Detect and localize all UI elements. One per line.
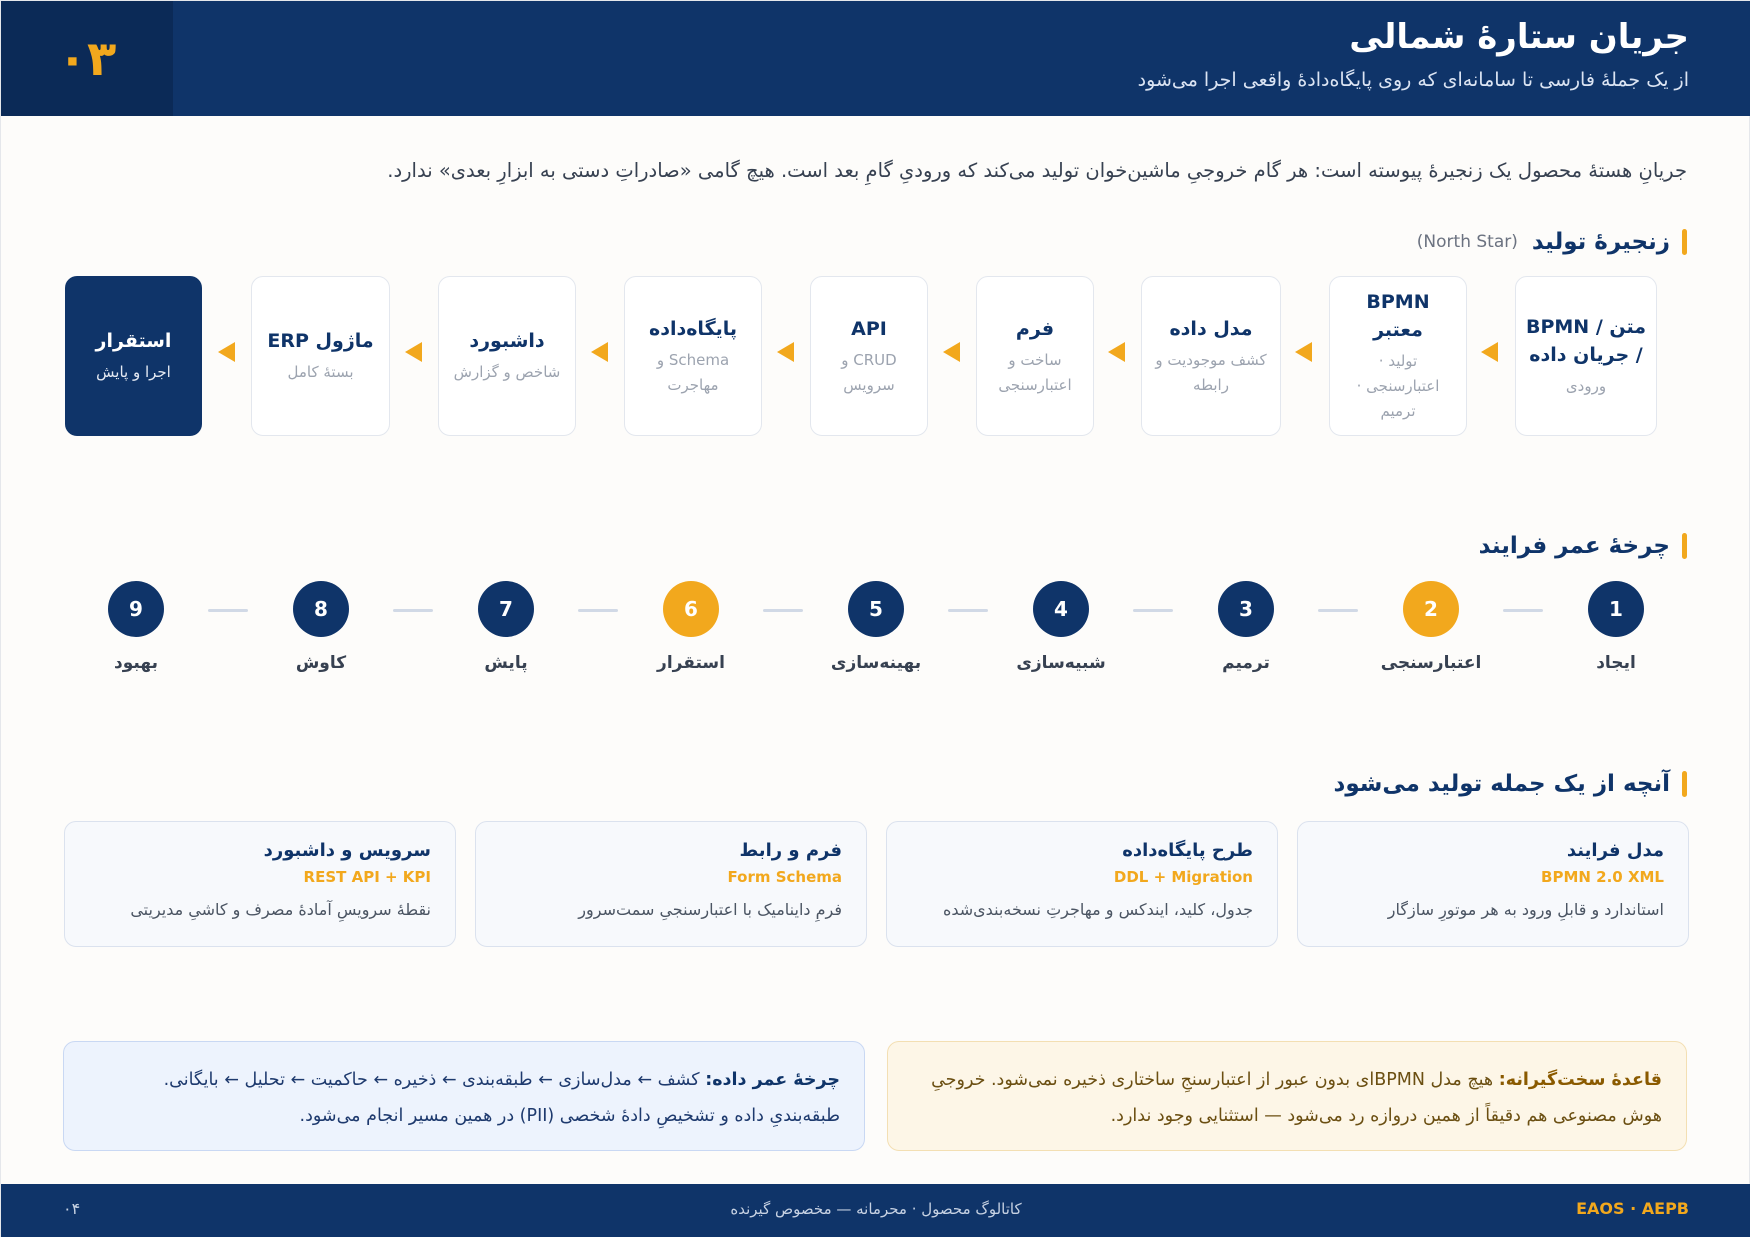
chain-node-title: API — [851, 317, 887, 340]
chain-arrow-icon — [1295, 342, 1312, 362]
step-label: اعتبارسنجی — [1380, 653, 1482, 673]
step-number: 3 — [1218, 581, 1274, 637]
outputs-section-heading — [1334, 771, 1687, 797]
step-label: بهینه‌سازی — [830, 653, 922, 673]
step-label: استقرار — [657, 653, 725, 673]
chain-node-title: مدل داده — [1169, 317, 1253, 340]
chain-node — [65, 276, 202, 436]
chain-node — [810, 276, 928, 436]
production-chain — [1, 276, 1750, 438]
chain-node-sub: اجرا و پایش — [96, 363, 171, 381]
card-title: فرم و رابط — [739, 840, 842, 861]
step-label: بهبود — [114, 653, 158, 673]
output-card — [64, 821, 456, 947]
card-title: طرح پایگاه‌داده — [1122, 840, 1253, 861]
data-text-2: طبقه‌بندیِ داده و تشخیصِ دادهٔ شخصی (PII) در همین مسیر انجام می‌شود. — [299, 1106, 840, 1126]
chain-title: زنجیرهٔ تولید — [1531, 229, 1670, 255]
card-tag: REST API + KPI — [303, 868, 431, 886]
lifecycle-step — [1001, 581, 1121, 673]
card-description: جدول، کلید، ایندکس و مهاجرتِ نسخه‌بندی‌شده — [942, 900, 1253, 919]
lifecycle-step — [446, 581, 566, 673]
card-tag: Form Schema — [727, 868, 842, 886]
step-connector — [578, 609, 618, 612]
lifecycle-step — [631, 581, 751, 673]
step-number: 2 — [1403, 581, 1459, 637]
chain-node-sub: CRUD و سرویس — [841, 350, 897, 394]
chain-node — [1329, 276, 1467, 436]
chain-section-heading — [1417, 229, 1687, 255]
chain-arrow-icon — [1481, 342, 1498, 362]
outputs-title: آنچه از یک جمله تولید می‌شود — [1333, 771, 1670, 797]
chain-node-title: داشبورد — [469, 330, 545, 352]
lifecycle-section-heading — [1479, 533, 1687, 559]
rule-text-1: هیچ مدل BPMNای بدون عبور از اعتبارسنجِ ساختاری ذخیره نمی‌شود. خروجیِ — [931, 1070, 1494, 1090]
card-title: مدل فرایند — [1566, 840, 1664, 861]
rule-label: قاعدهٔ سخت‌گیرانه: — [1498, 1070, 1662, 1090]
section-number: ۰۳ — [1, 1, 173, 116]
data-text-1: کشف ← مدل‌سازی ← طبقه‌بندی ← ذخیره ← حاکمیت ← تحلیل ← بایگانی. — [163, 1070, 700, 1090]
lifecycle-step — [1556, 581, 1676, 673]
data-line-1 — [88, 1062, 840, 1098]
step-connector — [393, 609, 433, 612]
step-label: شبیه‌سازی — [1016, 653, 1106, 673]
lifecycle-title: چرخهٔ عمر فرایند — [1478, 533, 1670, 559]
chain-arrow-icon — [591, 342, 608, 362]
chain-node-title: فرم — [1015, 317, 1055, 340]
step-connector — [208, 609, 248, 612]
footer-bar — [1, 1184, 1750, 1237]
card-tag: DDL + Migration — [1113, 868, 1253, 886]
lifecycle-step — [1186, 581, 1306, 673]
data-lifecycle-callout — [63, 1041, 865, 1151]
chain-node — [438, 276, 576, 436]
page-subtitle: از یک جملهٔ فارسی تا سامانه‌ای که روی پایگاه‌دادهٔ واقعی اجرا می‌شود — [1137, 69, 1689, 91]
card-tag: BPMN 2.0 XML — [1541, 868, 1664, 886]
chain-node-sub: تولید · اعتبارسنجی · ترمیم — [1356, 352, 1440, 420]
step-connector — [1503, 609, 1543, 612]
step-label: کاوش — [295, 653, 347, 673]
chain-arrow-icon — [777, 342, 794, 362]
page-title: جریان ستارهٔ شمالی — [1349, 17, 1689, 57]
step-number: 4 — [1033, 581, 1089, 637]
chain-node — [1141, 276, 1281, 436]
step-connector — [1318, 609, 1358, 612]
chain-arrow-icon — [943, 342, 960, 362]
lifecycle-step — [261, 581, 381, 673]
step-connector — [763, 609, 803, 612]
chain-node-title: متن / BPMN / جریان داده — [1525, 316, 1646, 366]
chain-node — [976, 276, 1094, 436]
chain-node — [251, 276, 390, 436]
chain-arrow-icon — [405, 342, 422, 362]
chain-node-title: استقرار — [95, 330, 172, 352]
output-card — [886, 821, 1278, 947]
output-card — [1297, 821, 1689, 947]
section-accent-bar — [1682, 229, 1687, 255]
chain-node-title: BPMN معتبر — [1366, 291, 1430, 341]
step-number: 6 — [663, 581, 719, 637]
header-bar — [1, 1, 1750, 116]
chain-node-sub: شاخص و گزارش — [453, 363, 561, 381]
chain-node-title: پایگاه‌داده — [648, 317, 738, 340]
lifecycle-step — [1371, 581, 1491, 673]
step-label: ترمیم — [1222, 653, 1270, 673]
step-number: 5 — [848, 581, 904, 637]
footer-brand: EAOS · AEPB — [1576, 1199, 1689, 1218]
card-description: نقطهٔ سرویسِ آمادهٔ مصرف و کاشیِ مدیریتی — [130, 900, 431, 919]
step-label: ایجاد — [1596, 653, 1636, 673]
chain-note: (North Star) — [1416, 232, 1518, 252]
card-title: سرویس و داشبورد — [263, 840, 431, 861]
section-accent-bar — [1682, 771, 1687, 797]
card-description: استاندارد و قابلِ ورود به هر موتورِ سازگار — [1387, 900, 1664, 919]
lifecycle-step — [816, 581, 936, 673]
step-number: 1 — [1588, 581, 1644, 637]
chain-arrow-icon — [218, 342, 235, 362]
step-number: 8 — [293, 581, 349, 637]
chain-node-title: ماژول ERP — [267, 330, 374, 352]
chain-node-sub: ورودی — [1565, 377, 1607, 395]
rule-text-2: هوش مصنوعی هم دقیقاً از همین دروازه رد می‌شود — استثنایی وجود ندارد. — [1110, 1106, 1662, 1126]
chain-node-sub: ساخت و اعتبارسنجی — [998, 350, 1072, 394]
step-connector — [948, 609, 988, 612]
strict-rule-callout — [887, 1041, 1687, 1151]
page-number: ۰۴ — [63, 1199, 81, 1218]
output-card — [475, 821, 867, 947]
section-accent-bar — [1682, 533, 1687, 559]
step-label: پایش — [484, 653, 528, 673]
rule-line-1 — [912, 1062, 1662, 1098]
footer-caption: کاتالوگ محصول · محرمانه — مخصوص گیرنده — [730, 1200, 1022, 1218]
chain-node-sub: Schema و مهاجرت — [656, 350, 730, 394]
intro-paragraph: جریانِ هستهٔ محصول یک زنجیرهٔ پیوسته است: هر گام خروجیِ ماشین‌خوان تولید می‌کند که ورودیِ گامِ بعد است. هیچ گامی «صادراتِ دستی به ابزارِ بعدی» ندارد. — [387, 159, 1687, 182]
chain-node-sub: کشف موجودیت و رابطه — [1155, 350, 1267, 394]
chain-node — [624, 276, 762, 436]
chain-arrow-icon — [1108, 342, 1125, 362]
step-number: 7 — [478, 581, 534, 637]
chain-node — [1515, 276, 1657, 436]
data-label: چرخهٔ عمر داده: — [705, 1070, 840, 1090]
step-number: 9 — [108, 581, 164, 637]
chain-node-sub: بستهٔ کامل — [287, 363, 354, 381]
card-description: فرمِ داینامیک با اعتبارسنجیِ سمت‌سرور — [578, 900, 842, 919]
lifecycle-step — [76, 581, 196, 673]
step-connector — [1133, 609, 1173, 612]
